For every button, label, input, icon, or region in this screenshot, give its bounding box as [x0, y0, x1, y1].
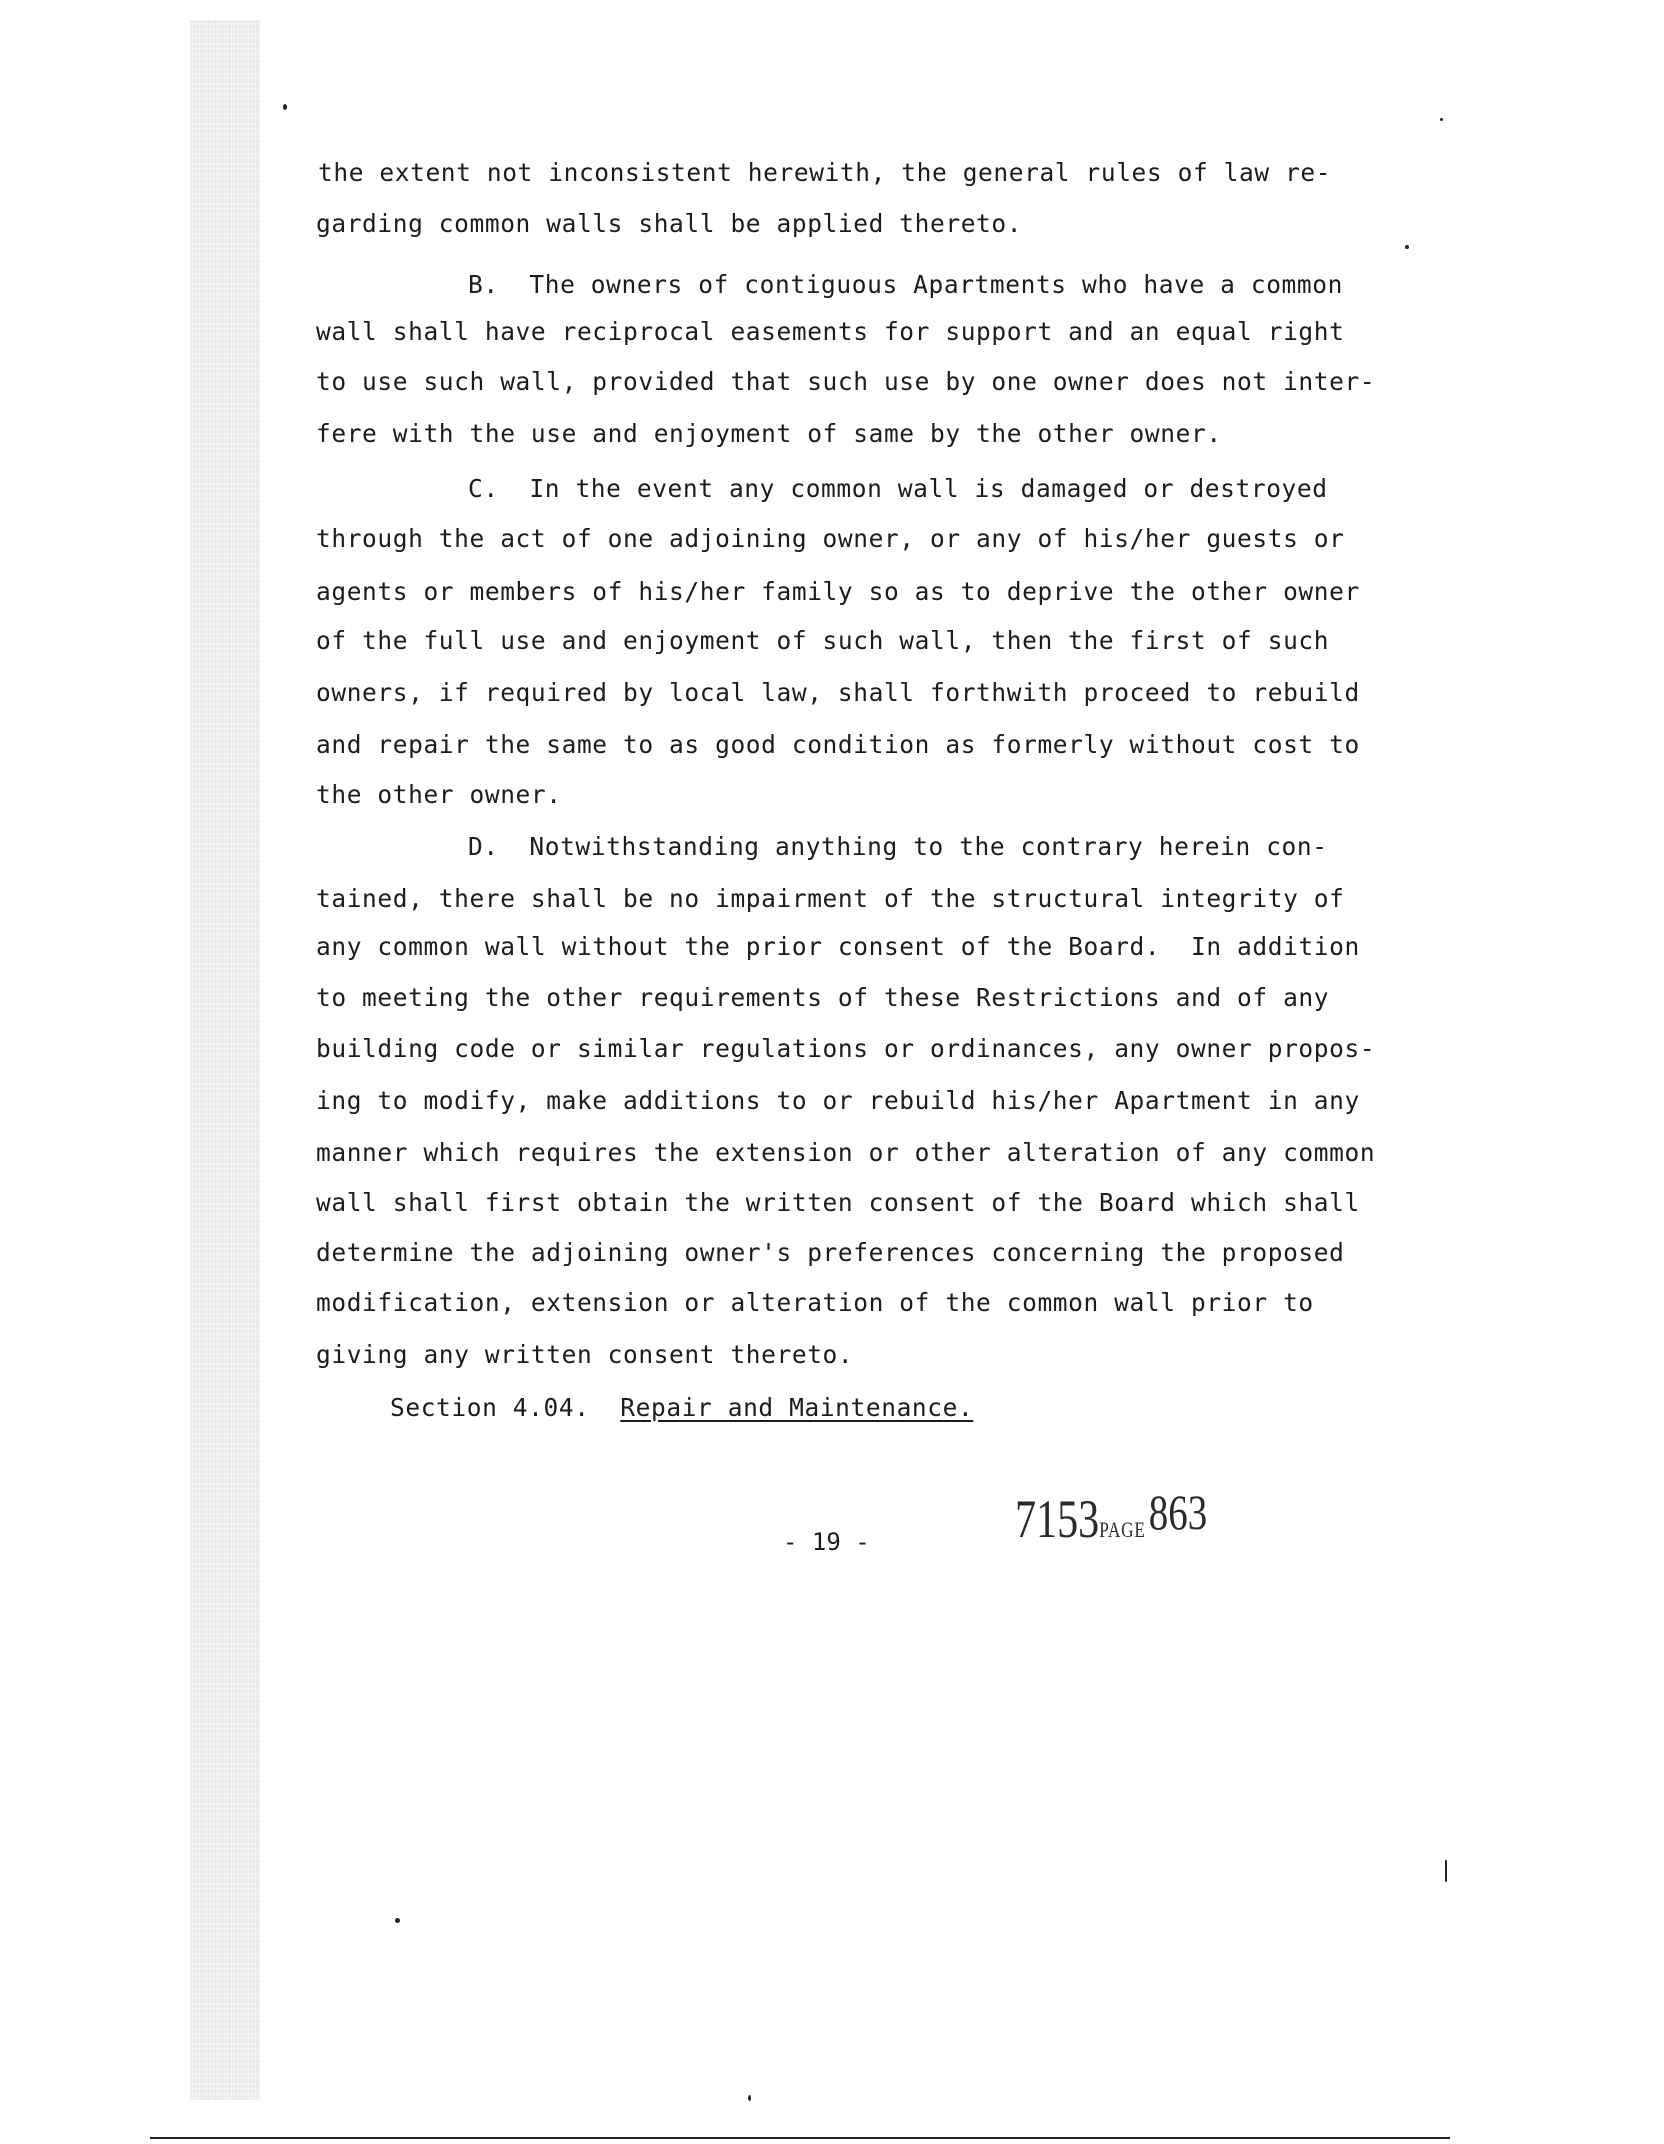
text-line-5: to use such wall, provided that such use by one owner does not inter- [316, 367, 1376, 396]
text-line-11: owners, if required by local law, shall forthwith proceed to rebuild [316, 678, 1360, 707]
scan-speck [1445, 1860, 1447, 1882]
page-number: - 19 - [783, 1528, 870, 1556]
text-line-21: wall shall first obtain the written consent of the Board which shall [316, 1188, 1360, 1217]
text-line-16: any common wall without the prior consent of the Board. In addition [316, 932, 1360, 961]
paragraph-b-start: B. The owners of contiguous Apartments who have a common [468, 270, 1343, 299]
scan-shadow-edge [190, 20, 260, 2100]
section-number: Section 4.04. [390, 1393, 590, 1422]
text-line-18: building code or similar regulations or ordinances, any owner propos- [316, 1034, 1376, 1063]
text-line-4: wall shall have reciprocal easements for support and an equal right [316, 317, 1345, 346]
text-line-6: fere with the use and enjoyment of same by the other owner. [316, 419, 1222, 448]
text-line-22: determine the adjoining owner's preferences concerning the proposed [316, 1238, 1345, 1267]
text-line-8: through the act of one adjoining owner, or any of his/her guests or [316, 524, 1345, 553]
page-bottom-rule [150, 2137, 1450, 2139]
recording-stamp [1015, 1484, 1208, 1550]
section-title: Repair and Maintenance. [620, 1393, 974, 1422]
stamp-page-label: PAGE [1099, 1517, 1146, 1542]
text-line-12: and repair the same to as good condition as formerly without cost to [316, 730, 1360, 759]
text-line-17: to meeting the other requirements of these Restrictions and of any [316, 983, 1330, 1012]
text-line-10: of the full use and enjoyment of such wall, then the first of such [316, 626, 1330, 655]
text-line-2: garding common walls shall be applied thereto. [316, 209, 1023, 238]
text-line-13: the other owner. [316, 780, 562, 809]
scan-speck [1405, 245, 1409, 249]
text-line-9: agents or members of his/her family so as to deprive the other owner [316, 577, 1360, 606]
section-heading [390, 1393, 973, 1423]
paragraph-d-start: D. Notwithstanding anything to the contrary herein con- [468, 832, 1328, 861]
scan-speck [748, 2095, 751, 2101]
scan-speck [1440, 118, 1443, 121]
text-line-24: giving any written consent thereto. [316, 1340, 854, 1369]
text-line-1: the extent not inconsistent herewith, the general rules of law re- [318, 158, 1332, 187]
scan-speck [395, 1918, 400, 1923]
text-line-23: modification, extension or alteration of the common wall prior to [316, 1288, 1314, 1317]
stamp-book-number: 7153 [1015, 1489, 1100, 1549]
scan-speck [283, 104, 287, 110]
paragraph-c-start: C. In the event any common wall is damaged or destroyed [468, 474, 1328, 503]
text-line-20: manner which requires the extension or other alteration of any common [316, 1138, 1376, 1167]
text-line-15: tained, there shall be no impairment of the structural integrity of [316, 884, 1345, 913]
text-line-19: ing to modify, make additions to or rebuild his/her Apartment in any [316, 1086, 1360, 1115]
stamp-page-number: 863 [1148, 1484, 1208, 1540]
